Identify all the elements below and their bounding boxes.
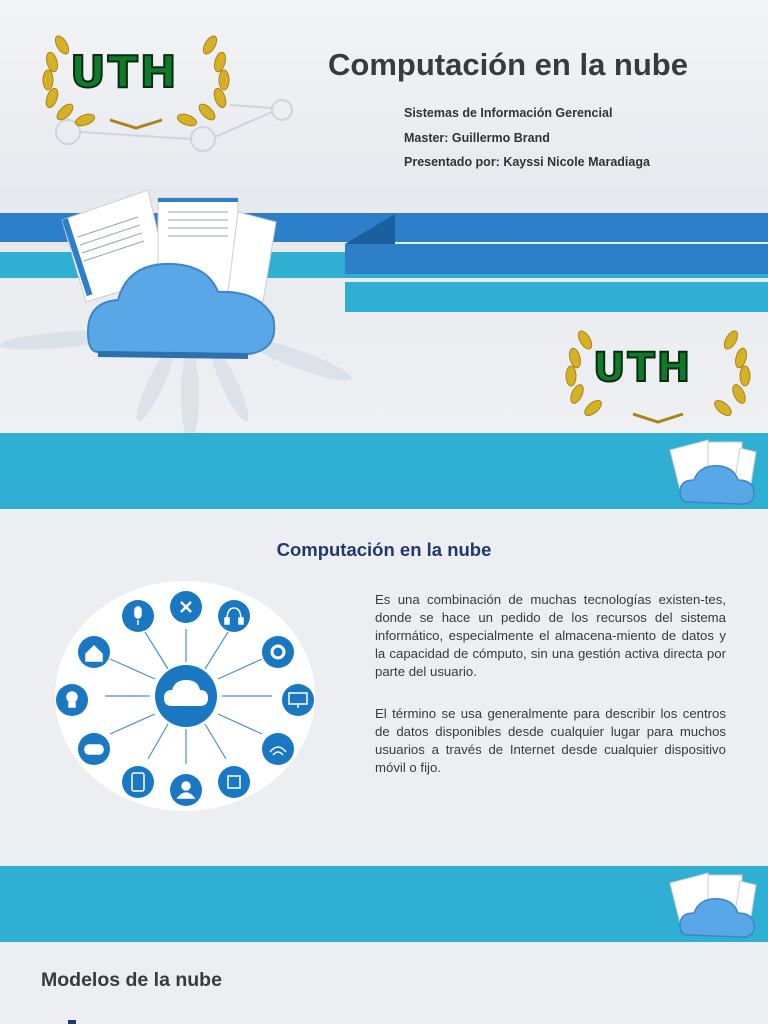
teal-ribbon [345, 282, 768, 312]
section-bar [0, 433, 768, 509]
blue-ribbon [345, 244, 768, 274]
gear-icon [262, 636, 294, 668]
uth-logo [40, 20, 232, 130]
logo-text: UTH [593, 345, 693, 391]
phone-icon [122, 766, 154, 798]
logo-text: UTH [70, 47, 179, 98]
page-title: Computación en la nube [328, 47, 688, 82]
bullet-marker [68, 1020, 76, 1024]
section-bar [0, 866, 768, 942]
title-slide [0, 0, 768, 433]
subtitle-course: Sistemas de Información Gerencial [404, 106, 613, 120]
cloud-documents-icon [668, 436, 758, 506]
subtitle-master: Master: Guillermo Brand [404, 131, 550, 145]
cloud-network-diagram [50, 574, 320, 814]
uth-logo-secondary [563, 318, 753, 428]
chip-icon [218, 766, 250, 798]
cloud-documents-icon [58, 182, 280, 362]
cloud-documents-icon [668, 869, 758, 939]
subtitle-presenter: Presentado por: Kayssi Nicole Maradiaga [404, 155, 650, 169]
wifi-icon [262, 733, 294, 765]
section-heading: Computación en la nube [276, 539, 492, 560]
models-slide [0, 942, 768, 1024]
section-heading: Modelos de la nube [41, 969, 222, 991]
definition-paragraph-2: El término se usa generalmente para describir los centros de datos disponibles desde cualquier lugar para muchos usuarios a través de Internet desde cualquier dispositivo móvil o fijo. [375, 706, 726, 775]
definition-slide [0, 509, 768, 866]
definition-paragraph-1: Es una combinación de muchas tecnologías existen-tes, donde se hace un pedido de los recursos del sistema informático, especialmente el almacena-miento de datos y la capacidad de cómputo, sin una gestión activa directa por parte del usuario. [375, 592, 726, 679]
monitor-icon [282, 684, 314, 716]
headphones-icon [218, 600, 250, 632]
ribbon-fold [345, 214, 395, 246]
